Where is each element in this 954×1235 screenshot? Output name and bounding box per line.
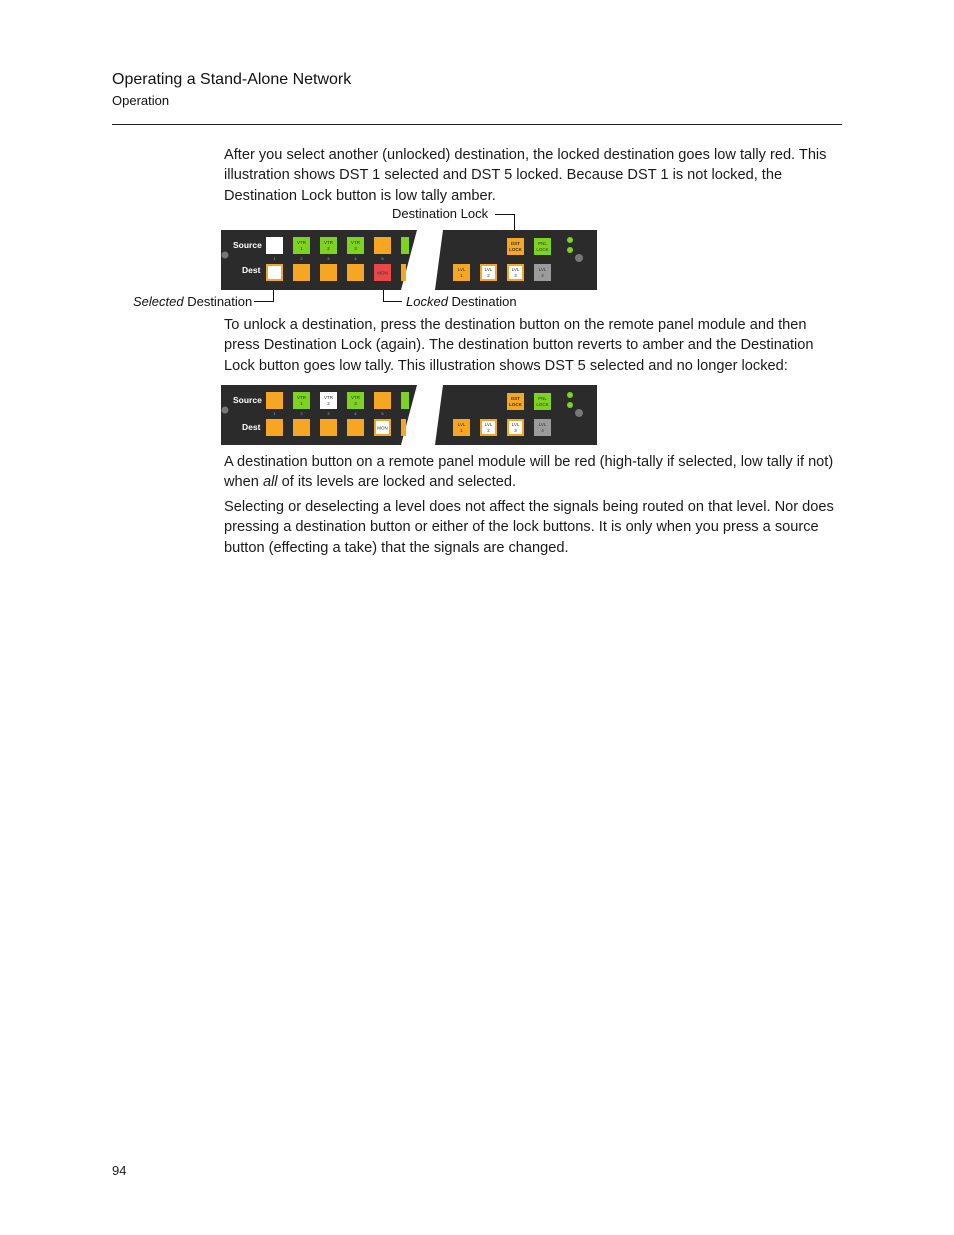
svg-text:LOCK: LOCK [536, 402, 549, 407]
callout-line [495, 214, 515, 215]
dest-button-2 [293, 264, 310, 281]
svg-text:LVL: LVL [457, 267, 466, 272]
svg-text:1: 1 [273, 256, 276, 261]
svg-text:2: 2 [327, 401, 330, 406]
svg-text:VTR: VTR [324, 395, 333, 400]
source-row-label: Source [233, 395, 262, 405]
svg-text:LVL: LVL [484, 422, 493, 427]
screw-icon [575, 409, 583, 417]
dest-button-6-partial [401, 264, 406, 281]
status-led-icon [567, 402, 573, 408]
callout-destination-lock: Destination Lock [392, 206, 489, 221]
svg-text:4: 4 [354, 256, 357, 261]
dest-row-label: Dest [242, 265, 261, 275]
svg-text:1: 1 [460, 273, 463, 278]
screw-icon [222, 252, 229, 259]
svg-text:3: 3 [327, 411, 330, 416]
svg-text:LVL: LVL [538, 267, 547, 272]
svg-text:LOCK: LOCK [509, 247, 522, 252]
screw-icon [575, 254, 583, 262]
svg-text:DST: DST [511, 241, 520, 246]
callout-locked-destination: Locked Destination [406, 294, 517, 309]
svg-text:3: 3 [327, 256, 330, 261]
svg-text:2: 2 [300, 411, 303, 416]
status-led-icon [567, 247, 573, 253]
dest-button-4 [347, 264, 364, 281]
svg-text:4: 4 [354, 411, 357, 416]
svg-text:2: 2 [487, 273, 490, 278]
svg-text:4: 4 [541, 273, 544, 278]
svg-text:2: 2 [487, 428, 490, 433]
status-led-icon [567, 237, 573, 243]
svg-text:LOCK: LOCK [509, 402, 522, 407]
svg-text:3: 3 [514, 273, 517, 278]
screw-icon [222, 407, 229, 414]
callout-line [514, 214, 515, 230]
dest-row-label: Dest [242, 422, 261, 432]
source-button-5 [374, 237, 391, 254]
dest-button-6-partial [401, 419, 406, 436]
svg-text:1: 1 [300, 246, 303, 251]
svg-text:1: 1 [273, 411, 276, 416]
svg-text:MON: MON [377, 425, 388, 431]
svg-text:PNL: PNL [538, 241, 547, 246]
svg-text:2: 2 [300, 256, 303, 261]
svg-text:VTR: VTR [351, 395, 360, 400]
svg-text:LVL: LVL [484, 267, 493, 272]
svg-text:4: 4 [541, 428, 544, 433]
svg-text:2: 2 [327, 246, 330, 251]
paragraph-locked-destination: After you select another (unlocked) destination, the locked destination goes low tally red. This illustration shows DST 1 selected and DST 5 locked. Because DST 1 is not locked, the Destination Lock button is low tally amber. [224, 147, 827, 204]
svg-text:DST: DST [511, 396, 520, 401]
source-row-label: Source [233, 240, 262, 250]
svg-text:1: 1 [300, 401, 303, 406]
source-button-5 [374, 392, 391, 409]
dest-button-3 [320, 419, 337, 436]
dest-button-2 [293, 419, 310, 436]
svg-text:VTR: VTR [297, 395, 306, 400]
callout-selected-destination: Selected Destination [133, 294, 253, 309]
svg-text:5: 5 [381, 411, 384, 416]
svg-text:LVL: LVL [538, 422, 547, 427]
panel-illustration-unlocked [221, 385, 598, 445]
svg-text:PNL: PNL [538, 396, 547, 401]
svg-text:MON: MON [377, 270, 388, 276]
page-number: 94 [112, 1163, 127, 1178]
panel-illustration-locked [221, 230, 598, 290]
running-header-section: Operation [112, 93, 170, 108]
svg-text:3: 3 [514, 428, 517, 433]
svg-text:VTR: VTR [297, 240, 306, 245]
svg-text:3: 3 [354, 246, 357, 251]
header-rule [112, 124, 842, 125]
svg-text:VTR: VTR [351, 240, 360, 245]
dest-button-4 [347, 419, 364, 436]
running-header-title: Operating a Stand-Alone Network [112, 71, 352, 88]
paragraph-level-selection: Selecting or deselecting a level does not affect the signals being routed on that level. Nor does pressing a destination button or either of the lock buttons. It is only when you press a source button (effecting a take) that the signals are changed. [224, 499, 834, 556]
callout-line [254, 301, 274, 302]
svg-text:LVL: LVL [511, 422, 520, 427]
callout-line [273, 290, 274, 302]
dest-button-1 [266, 419, 283, 436]
svg-text:LOCK: LOCK [536, 247, 549, 252]
svg-text:LVL: LVL [511, 267, 520, 272]
svg-text:5: 5 [381, 256, 384, 261]
source-button-1-selected [266, 237, 283, 254]
paragraph-red-destination: A destination button on a remote panel module will be red (high-tally if selected, low tally if not) when all of its levels are locked and selected. [224, 454, 834, 491]
callout-line [383, 301, 402, 302]
status-led-icon [567, 392, 573, 398]
source-button-1 [266, 392, 283, 409]
svg-text:VTR: VTR [324, 240, 333, 245]
source-button-6-partial [401, 392, 409, 409]
dest-button-3 [320, 264, 337, 281]
source-button-6-partial [401, 237, 409, 254]
svg-text:3: 3 [354, 401, 357, 406]
svg-text:LVL: LVL [457, 422, 466, 427]
paragraph-unlock-destination: To unlock a destination, press the destination button on the remote panel module and then press Destination Lock (again). The destination button reverts to amber and the Destination Lock button goes low tally. This illustration shows DST 5 selected and no longer locked: [224, 317, 814, 374]
svg-text:1: 1 [460, 428, 463, 433]
